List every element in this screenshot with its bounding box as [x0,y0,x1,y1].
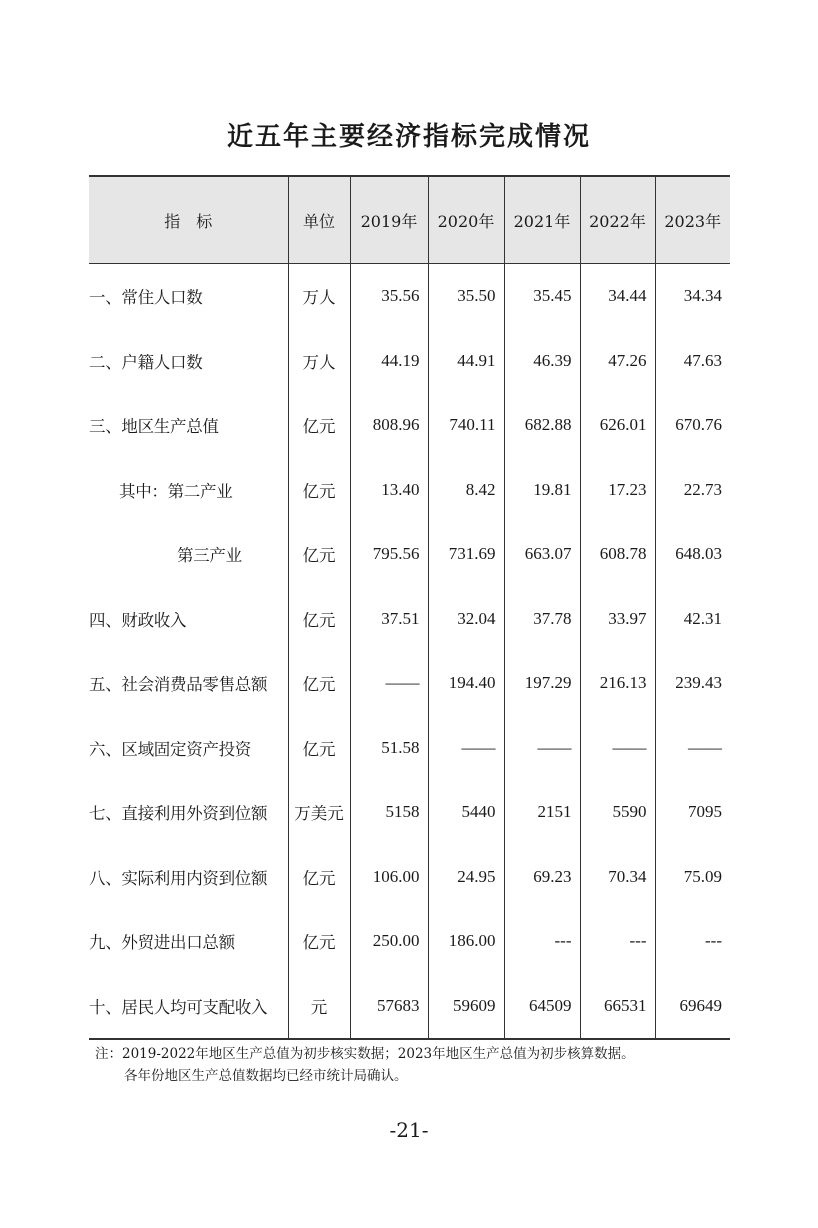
value-cell-2020: 8.42 [428,458,504,523]
table-row [89,458,730,523]
value-cell-2019: 57683 [350,974,428,1040]
value-cell-2021: 682.88 [504,393,580,458]
header-year-2020: 2020年 [428,176,504,264]
value-cell-2023: 69649 [655,974,730,1040]
value-cell-2022: 47.26 [580,329,655,394]
value-cell-2023: —— [655,716,730,781]
unit-cell: 万美元 [288,780,350,845]
value-cell-2020: 32.04 [428,587,504,652]
header-year-2019: 2019年 [350,176,428,264]
unit-cell: 亿元 [288,651,350,716]
unit-cell: 亿元 [288,458,350,523]
value-cell-2023: 648.03 [655,522,730,587]
value-cell-2022: 216.13 [580,651,655,716]
table-row [89,587,730,652]
value-cell-2023: --- [655,909,730,974]
value-cell-2020: 24.95 [428,845,504,910]
value-cell-2019: 13.40 [350,458,428,523]
value-cell-2021: 19.81 [504,458,580,523]
value-cell-2020: 731.69 [428,522,504,587]
table-header-row [89,176,730,264]
indicator-name: 六、区域固定资产投资 [89,739,252,759]
value-cell-2021: --- [504,909,580,974]
header-unit: 单位 [288,176,350,264]
indicator-name: 十、居民人均可支配收入 [89,997,268,1017]
value-cell-2021: 46.39 [504,329,580,394]
value-cell-2019: 44.19 [350,329,428,394]
value-cell-2022: 17.23 [580,458,655,523]
value-cell-2023: 75.09 [655,845,730,910]
table-row [89,780,730,845]
unit-cell: 万人 [288,264,350,329]
footnote [95,1043,635,1087]
value-cell-2019: 106.00 [350,845,428,910]
value-cell-2019: 795.56 [350,522,428,587]
value-cell-2020: 59609 [428,974,504,1040]
value-cell-2023: 22.73 [655,458,730,523]
value-cell-2023: 47.63 [655,329,730,394]
value-cell-2022: 34.44 [580,264,655,329]
indicator-name: 九、外贸进出口总额 [89,933,235,953]
value-cell-2023: 239.43 [655,651,730,716]
value-cell-2019: 51.58 [350,716,428,781]
indicator-name: 第三产业 [177,546,242,566]
table-row [89,909,730,974]
value-cell-2022: 33.97 [580,587,655,652]
page-number: -21- [389,1118,429,1142]
value-cell-2019: 37.51 [350,587,428,652]
unit-cell: 亿元 [288,716,350,781]
value-cell-2022: 608.78 [580,522,655,587]
footnote-line-1: 注：2019-2022年地区生产总值为初步核实数据；2023年地区生产总值为初步核算数据。 [95,1046,635,1062]
indicator-name: 一、常住人口数 [89,288,203,308]
table-row [89,522,730,587]
value-cell-2020: 44.91 [428,329,504,394]
value-cell-2019: 35.56 [350,264,428,329]
unit-cell: 亿元 [288,909,350,974]
value-cell-2021: —— [504,716,580,781]
page-title: 近五年主要经济指标完成情况 [226,122,591,152]
header-year-2022: 2022年 [580,176,655,264]
header-indicator: 指 标 [89,176,288,264]
header-year-2021: 2021年 [504,176,580,264]
value-cell-2023: 34.34 [655,264,730,329]
value-cell-2022: 66531 [580,974,655,1040]
table-row [89,393,730,458]
unit-cell: 亿元 [288,845,350,910]
economic-indicators-table [89,175,730,1040]
value-cell-2021: 35.45 [504,264,580,329]
indicator-name: 八、实际利用内资到位额 [89,868,268,888]
value-cell-2021: 69.23 [504,845,580,910]
value-cell-2020: 35.50 [428,264,504,329]
indicator-name: 其中：第二产业 [119,481,233,501]
value-cell-2020: 194.40 [428,651,504,716]
value-cell-2019: 250.00 [350,909,428,974]
value-cell-2022: 70.34 [580,845,655,910]
footnote-line-2: 各年份地区生产总值数据均已经市统计局确认。 [124,1068,408,1084]
value-cell-2022: 626.01 [580,393,655,458]
unit-cell: 亿元 [288,522,350,587]
value-cell-2020: 186.00 [428,909,504,974]
value-cell-2020: —— [428,716,504,781]
indicator-name: 三、地区生产总值 [89,417,219,437]
value-cell-2019: 5158 [350,780,428,845]
value-cell-2022: 5590 [580,780,655,845]
table-row [89,651,730,716]
value-cell-2020: 740.11 [428,393,504,458]
table-row [89,329,730,394]
unit-cell: 亿元 [288,393,350,458]
value-cell-2021: 663.07 [504,522,580,587]
value-cell-2021: 2151 [504,780,580,845]
indicator-name: 四、财政收入 [89,610,187,630]
value-cell-2023: 7095 [655,780,730,845]
indicator-name: 七、直接利用外资到位额 [89,804,268,824]
value-cell-2022: --- [580,909,655,974]
table-body [89,264,730,1040]
value-cell-2023: 670.76 [655,393,730,458]
value-cell-2020: 5440 [428,780,504,845]
unit-cell: 亿元 [288,587,350,652]
value-cell-2021: 197.29 [504,651,580,716]
value-cell-2019: 808.96 [350,393,428,458]
table-row [89,974,730,1040]
value-cell-2021: 64509 [504,974,580,1040]
value-cell-2022: —— [580,716,655,781]
unit-cell: 元 [288,974,350,1040]
table-row [89,845,730,910]
header-year-2023: 2023年 [655,176,730,264]
value-cell-2021: 37.78 [504,587,580,652]
indicator-name: 二、户籍人口数 [89,352,203,372]
table-row [89,264,730,329]
value-cell-2019: —— [350,651,428,716]
indicator-name: 五、社会消费品零售总额 [89,675,268,695]
value-cell-2023: 42.31 [655,587,730,652]
table-row [89,716,730,781]
unit-cell: 万人 [288,329,350,394]
